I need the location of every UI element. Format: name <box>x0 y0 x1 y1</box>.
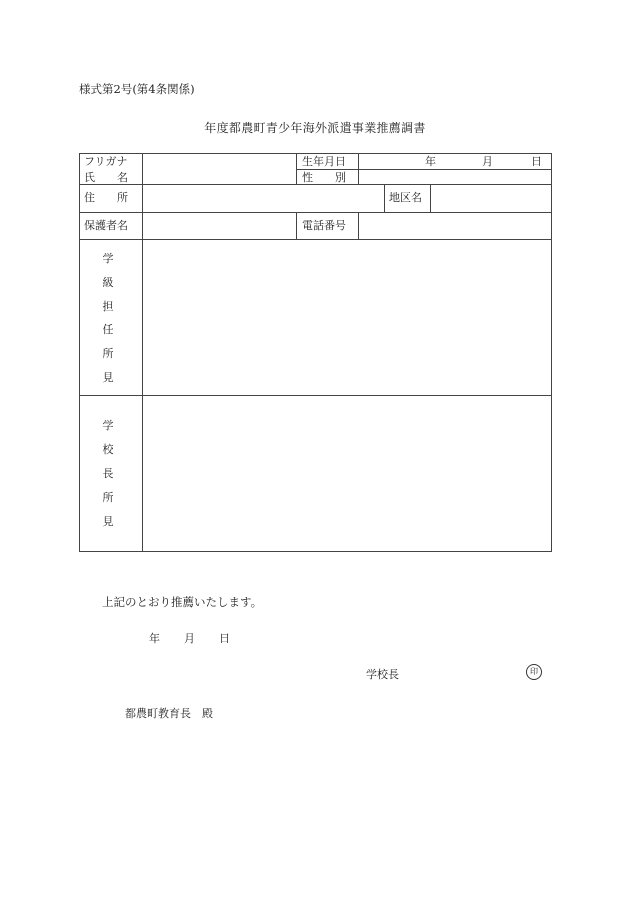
birth-date-label: 生年月日 <box>302 155 346 168</box>
col-divider <box>142 153 143 552</box>
vertical-char: 所 <box>102 491 114 504</box>
phone-label: 電話番号 <box>302 219 346 232</box>
col-divider <box>384 184 385 212</box>
vertical-char: 学 <box>102 419 114 432</box>
col-divider <box>296 212 297 239</box>
district-label: 地区名 <box>389 191 422 204</box>
vertical-char: 長 <box>102 467 114 480</box>
date-month-unit: 月 <box>184 632 195 645</box>
row-divider <box>79 239 552 240</box>
furigana-label: フリガナ <box>84 155 128 168</box>
principal-label: 学校長 <box>366 668 399 681</box>
date-day-unit: 日 <box>219 632 230 645</box>
row-divider <box>79 212 552 213</box>
vertical-char: 所 <box>102 347 114 360</box>
birth-year-unit: 年 <box>425 155 436 168</box>
vertical-char: 担 <box>102 300 114 313</box>
col-divider <box>430 184 431 212</box>
addressee: 都農町教育長 殿 <box>125 707 213 720</box>
seal-mark: 印 <box>526 664 542 680</box>
vertical-char: 校 <box>102 443 114 456</box>
recommendation-statement: 上記のとおり推薦いたします。 <box>102 595 263 609</box>
name-label: 氏 名 <box>84 171 128 184</box>
vertical-char: 学 <box>102 252 114 265</box>
document-title: 年度都農町青少年海外派遣事業推薦調書 <box>204 121 426 135</box>
sex-label: 性 別 <box>302 171 346 184</box>
row-divider <box>79 184 552 185</box>
birth-day-unit: 日 <box>531 155 542 168</box>
col-divider <box>358 212 359 239</box>
vertical-char: 任 <box>102 323 114 336</box>
row-divider <box>79 395 552 396</box>
row-divider <box>296 169 552 170</box>
form-number: 様式第2号(第4条関係) <box>79 82 195 96</box>
birth-month-unit: 月 <box>482 155 493 168</box>
date-year-unit: 年 <box>149 632 160 645</box>
col-divider <box>296 153 297 184</box>
vertical-char: 級 <box>102 276 114 289</box>
address-label: 住 所 <box>84 191 128 204</box>
guardian-label: 保護者名 <box>84 219 128 232</box>
vertical-char: 見 <box>102 371 114 384</box>
vertical-char: 見 <box>102 515 114 528</box>
col-divider <box>358 153 359 184</box>
